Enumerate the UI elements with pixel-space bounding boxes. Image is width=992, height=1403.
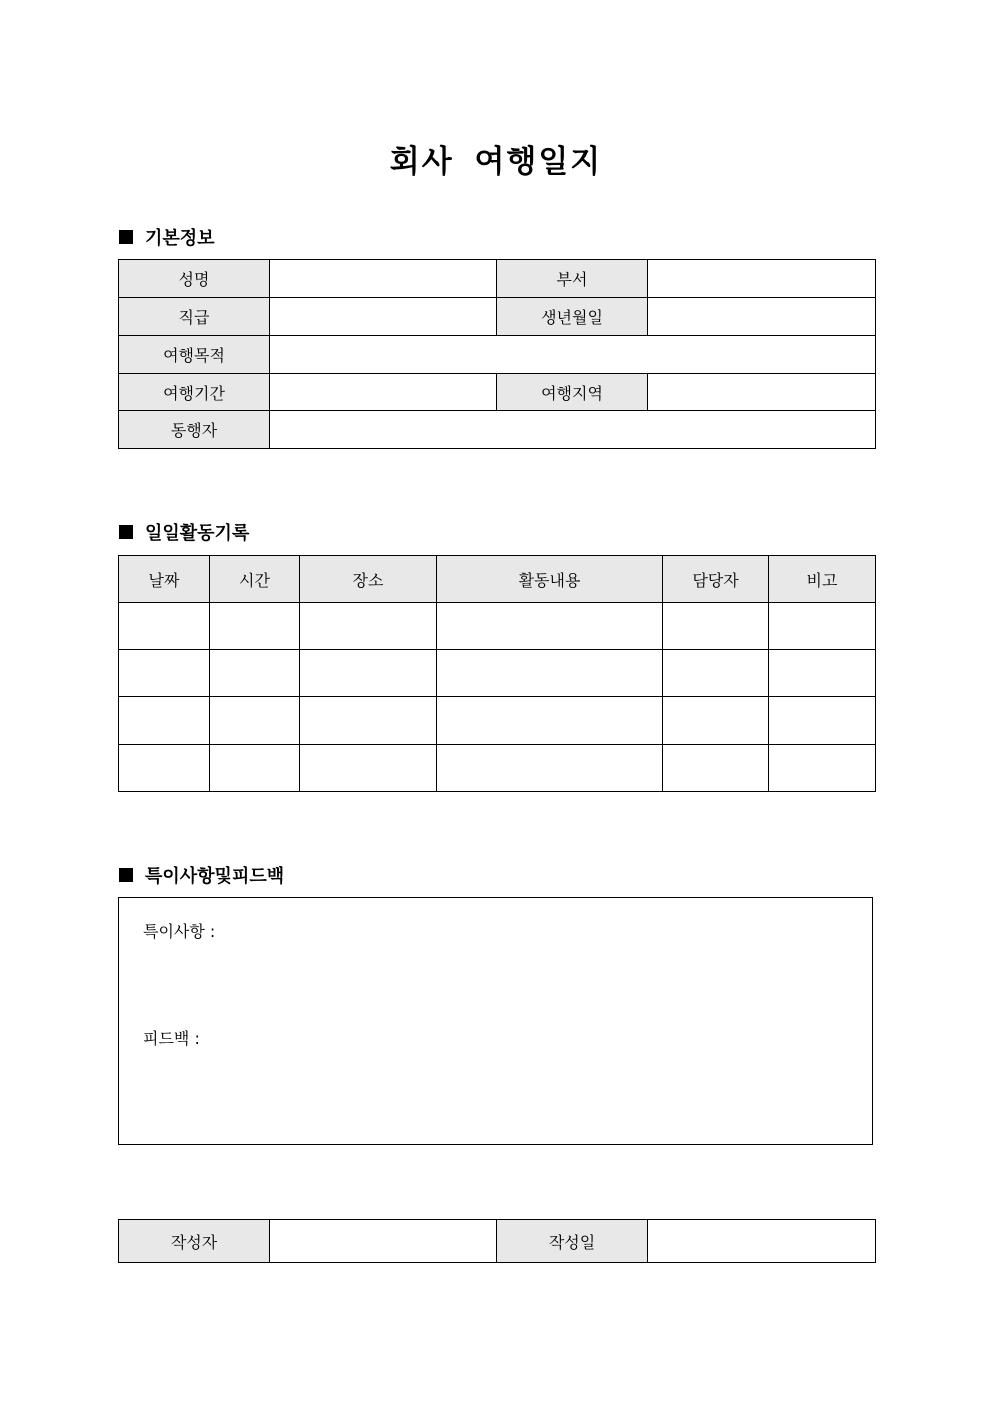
cell-manager[interactable] xyxy=(663,603,769,650)
label-author: 작성자 xyxy=(119,1220,270,1263)
author-field[interactable] xyxy=(270,1220,497,1263)
name-field[interactable] xyxy=(270,260,497,298)
written-date-field[interactable] xyxy=(648,1220,876,1263)
table-row xyxy=(119,745,876,792)
label-position: 직급 xyxy=(119,298,270,336)
table-header-row xyxy=(119,556,876,603)
trip-purpose-field[interactable] xyxy=(270,336,876,374)
label-trip-purpose: 여행목적 xyxy=(119,336,270,374)
section-heading-notes xyxy=(119,862,284,888)
cell-time[interactable] xyxy=(210,650,300,697)
companions-field[interactable] xyxy=(270,411,876,449)
table-row xyxy=(119,1220,876,1263)
table-row xyxy=(119,298,876,336)
author-table xyxy=(118,1219,876,1263)
section-heading-basic-info xyxy=(119,224,215,250)
cell-place[interactable] xyxy=(300,650,437,697)
table-row xyxy=(119,697,876,745)
trip-region-field[interactable] xyxy=(648,374,876,411)
cell-date[interactable] xyxy=(119,697,210,745)
cell-activity[interactable] xyxy=(437,745,663,792)
page-title: 회사 여행일지 xyxy=(389,144,603,180)
daily-log-table xyxy=(118,555,876,792)
cell-place[interactable] xyxy=(300,745,437,792)
column-header-activity: 활동내용 xyxy=(437,556,663,603)
label-name: 성명 xyxy=(119,260,270,298)
cell-activity[interactable] xyxy=(437,697,663,745)
cell-date[interactable] xyxy=(119,650,210,697)
cell-activity[interactable] xyxy=(437,603,663,650)
trip-period-field[interactable] xyxy=(270,374,497,411)
label-trip-region: 여행지역 xyxy=(497,374,648,411)
cell-remarks[interactable] xyxy=(769,697,876,745)
square-bullet-icon xyxy=(119,525,133,539)
label-written-date: 작성일 xyxy=(497,1220,648,1263)
section-heading-text: 일일활동기록 xyxy=(145,523,250,544)
table-row xyxy=(119,374,876,411)
table-row xyxy=(119,260,876,298)
label-companions: 동행자 xyxy=(119,411,270,449)
basic-info-table xyxy=(118,259,876,449)
label-birthdate: 생년월일 xyxy=(497,298,648,336)
section-heading-text: 기본정보 xyxy=(145,228,215,249)
cell-manager[interactable] xyxy=(663,650,769,697)
birthdate-field[interactable] xyxy=(648,298,876,336)
cell-remarks[interactable] xyxy=(769,603,876,650)
cell-manager[interactable] xyxy=(663,745,769,792)
cell-date[interactable] xyxy=(119,745,210,792)
cell-date[interactable] xyxy=(119,603,210,650)
cell-place[interactable] xyxy=(300,697,437,745)
column-header-place: 장소 xyxy=(300,556,437,603)
notes-box[interactable] xyxy=(118,897,873,1145)
cell-remarks[interactable] xyxy=(769,745,876,792)
department-field[interactable] xyxy=(648,260,876,298)
column-header-date: 날짜 xyxy=(119,556,210,603)
label-department: 부서 xyxy=(497,260,648,298)
label-trip-period: 여행기간 xyxy=(119,374,270,411)
section-heading-text: 특이사항및피드백 xyxy=(145,866,285,887)
square-bullet-icon xyxy=(119,230,133,244)
cell-time[interactable] xyxy=(210,603,300,650)
position-field[interactable] xyxy=(270,298,497,336)
table-row xyxy=(119,603,876,650)
cell-remarks[interactable] xyxy=(769,650,876,697)
table-row xyxy=(119,650,876,697)
cell-manager[interactable] xyxy=(663,697,769,745)
cell-time[interactable] xyxy=(210,745,300,792)
column-header-time: 시간 xyxy=(210,556,300,603)
column-header-manager: 담당자 xyxy=(663,556,769,603)
square-bullet-icon xyxy=(119,868,133,882)
cell-place[interactable] xyxy=(300,603,437,650)
feedback-label: 피드백 : xyxy=(143,1029,200,1048)
cell-time[interactable] xyxy=(210,697,300,745)
column-header-remarks: 비고 xyxy=(769,556,876,603)
table-row xyxy=(119,336,876,374)
cell-activity[interactable] xyxy=(437,650,663,697)
special-notes-label: 특이사항 : xyxy=(143,922,216,941)
section-heading-daily-log xyxy=(119,519,249,545)
table-row xyxy=(119,411,876,449)
